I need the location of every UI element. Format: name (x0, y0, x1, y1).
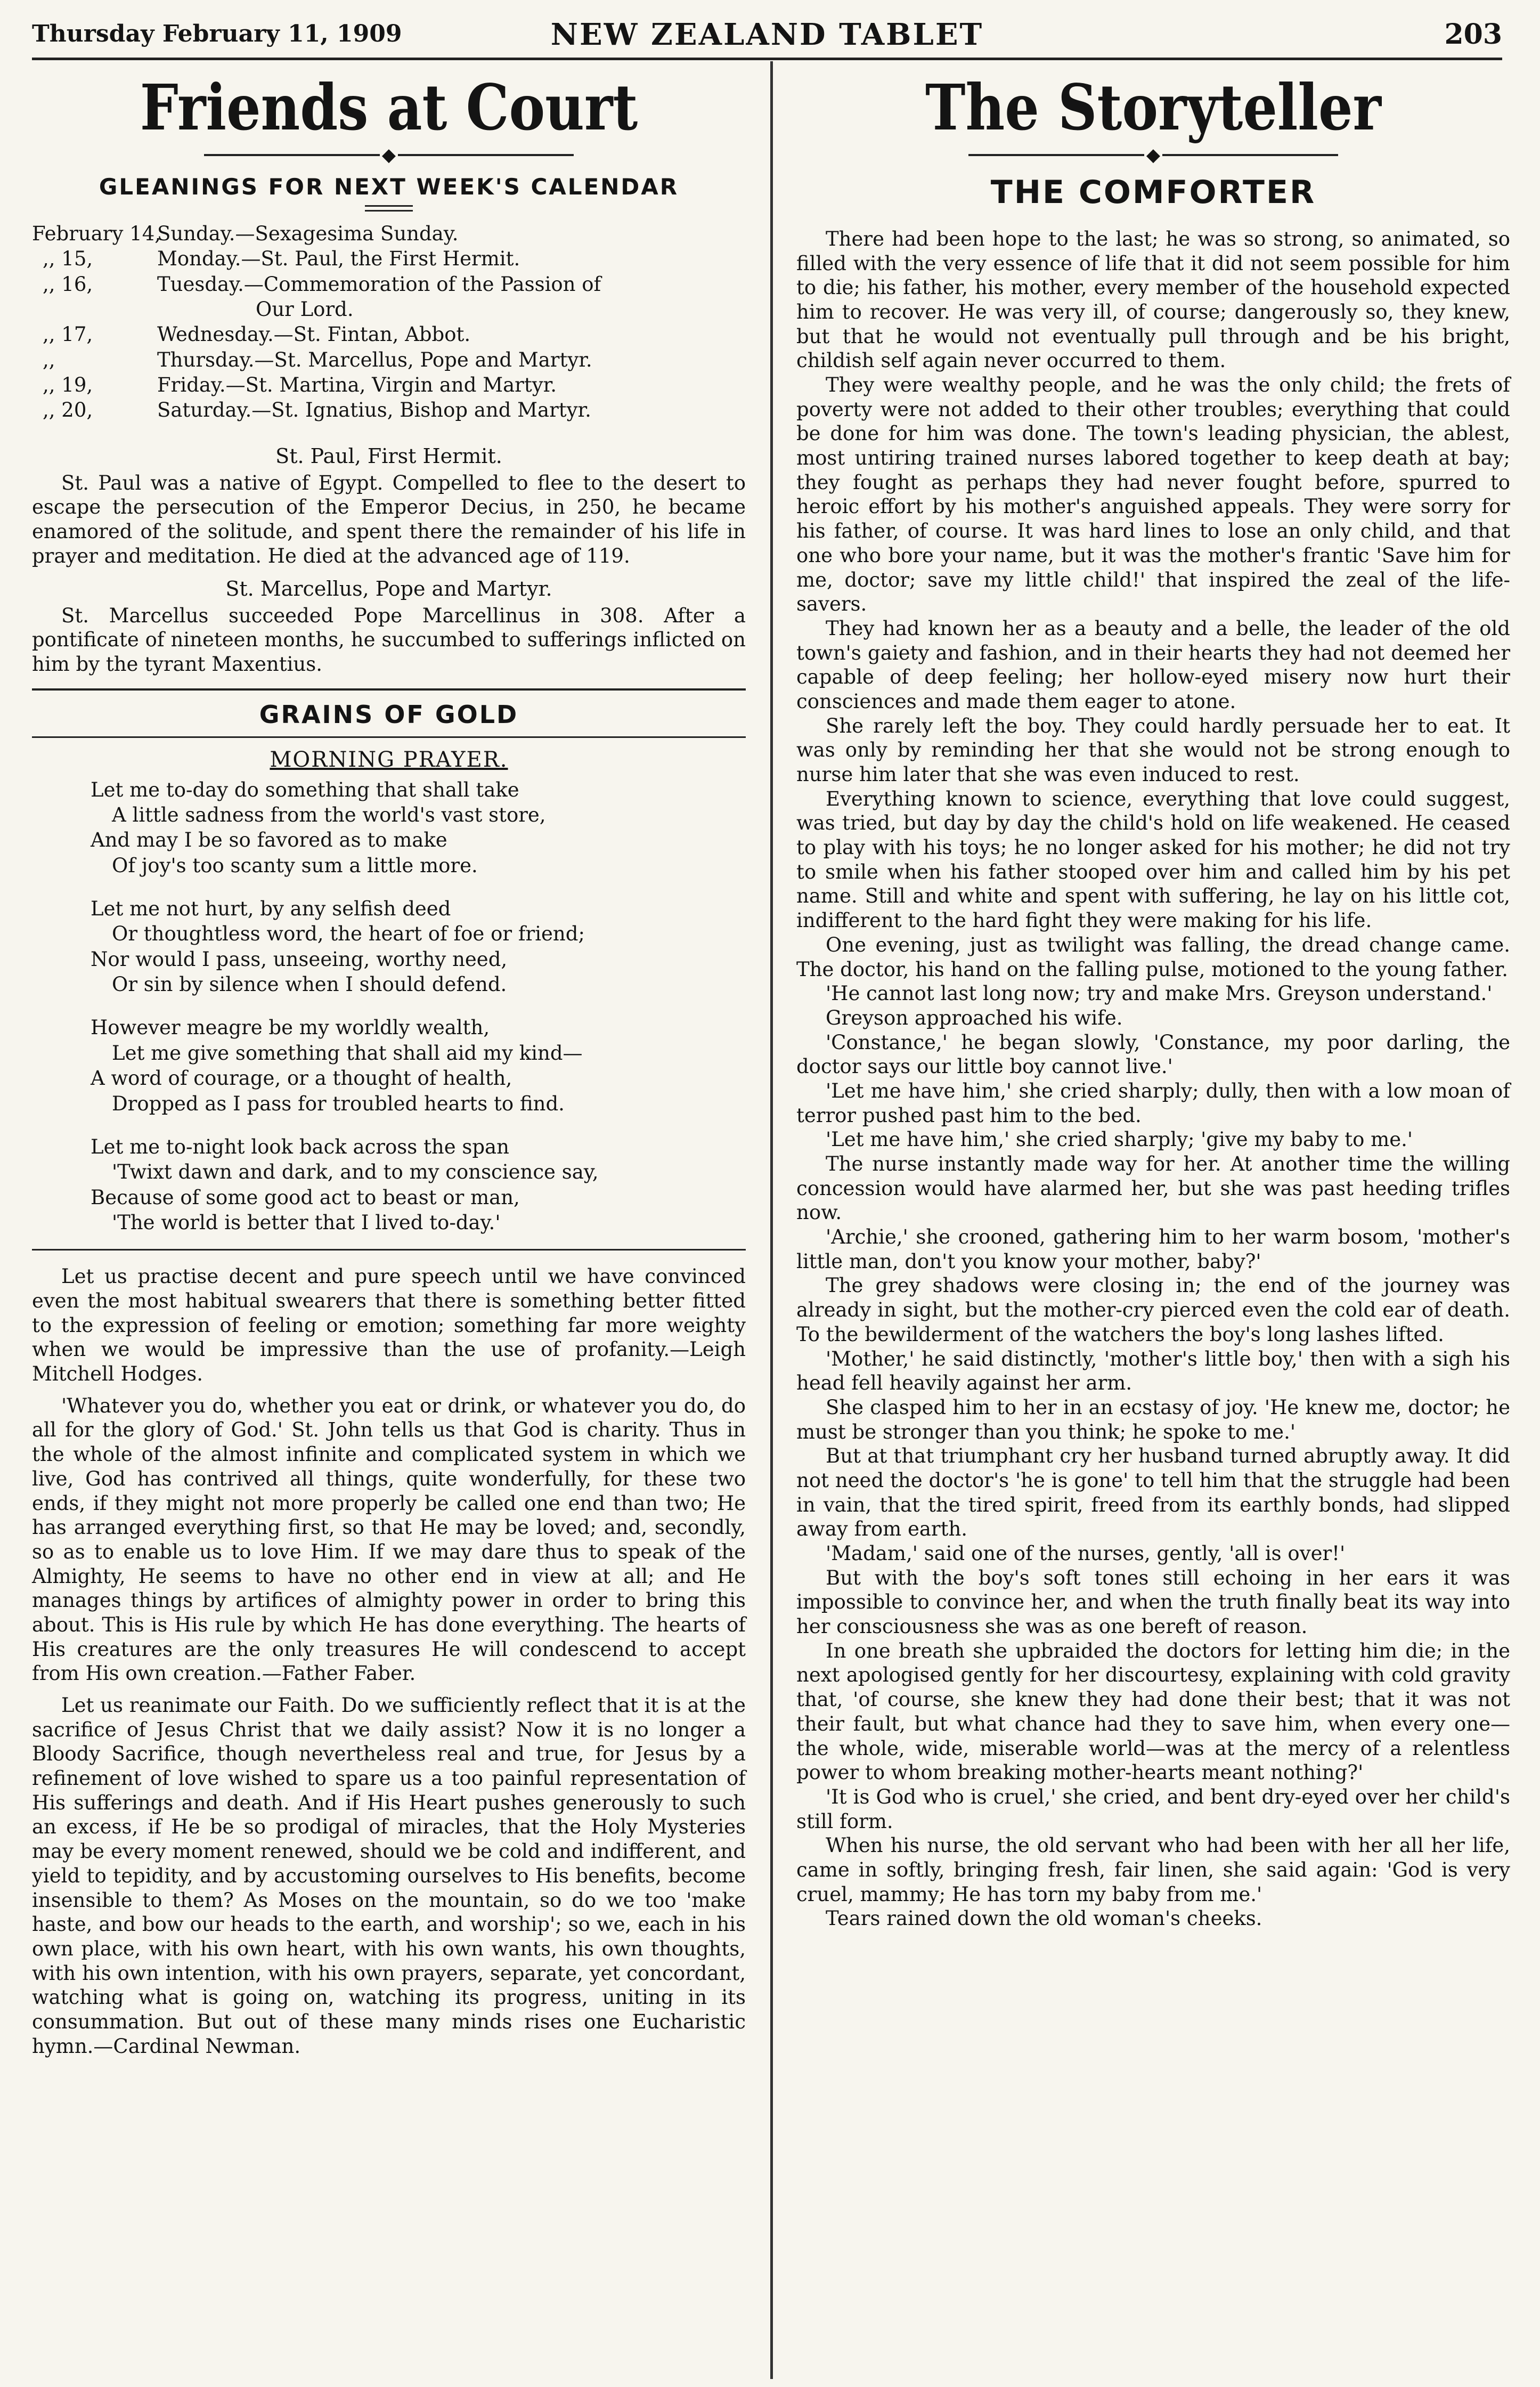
poem-stanza: Let me to-day do something that shall take A little sadness from the world's vast store, And may I be so favored as to make Of joy's too scanty sum a little more. (91, 778, 546, 877)
heading-rule (365, 205, 413, 212)
story-paragraph: She rarely left the boy. They could hardly persuade her to eat. It was only by reminding her that she would not be strong enough to nurse him later that she was even induced to rest. (796, 714, 1510, 786)
calendar-row: ,, 15, Monday.—St. Paul, the First Hermit. (43, 247, 520, 271)
story-paragraph: 'It is God who is cruel,' she cried, and bent dry-eyed over her child's still form. (796, 1785, 1510, 1833)
story-paragraph: They had known her as a beauty and a belle, the leader of the old town's gaiety and fashion, and in their hearts they had not deemed her capable of deep feeling; her hollow-eyed misery now hurt their consciences and made them eager to atone. (796, 616, 1510, 713)
story-paragraph: When his nurse, the old servant who had been with her all her life, came in softly, bringing fresh, fair linen, she said again: 'God is very cruel, mammy; He has torn my baby from me.' (796, 1834, 1510, 1906)
story-paragraph: Everything known to science, everything that love could suggest, was tried, but day by day the child's hold on life weakened. He ceased to play with his toys; he no longer asked for his mother; he did not try to smile when his father stooped over him and called him by his pet name. Still and white and spent with suffering, he lay on his little cot, indifferent to the hard fight they were making for his life. (796, 787, 1510, 932)
column-divider (770, 61, 773, 2379)
saint-paragraph-marcellus: St. Marcellus succeeded Pope Marcellinus in 308. After a pontificate of nineteen months, he succumbed to sufferings inflicted on him by the tyrant Maxentius. (32, 604, 746, 676)
story-paragraph: 'Mother,' he said distinctly, 'mother's little boy,' then with a sigh his head fell heavily against her arm. (796, 1347, 1510, 1395)
grains-heading: GRAINS OF GOLD (259, 700, 519, 729)
poem-stanza: Let me to-night look back across the span 'Twixt dawn and dark, and to my conscience say, Because of some good act to beast or man, 'The world is better that I lived to-day.' (91, 1135, 599, 1234)
story-title: THE COMFORTER (990, 173, 1316, 211)
poem (32, 777, 746, 1236)
poem-stanza: Let me not hurt, by any selfish deed Or thoughtless word, the heart of foe or friend; Nor would I pass, unseeing, worthy need, Or sin by silence when I should defend. (91, 897, 585, 996)
story-paragraph: Greyson approached his wife. (826, 1006, 1123, 1029)
story-paragraph: 'Archie,' she crooned, gathering him to her warm bosom, 'mother's little man, don't you know your mother, baby?' (796, 1225, 1510, 1273)
section-separator (32, 688, 746, 691)
story-paragraph: There had been hope to the last; he was so strong, so animated, so filled with the very essence of life that it did not seem possible for him to die; his father, his mother, every member of the household expected him to recover. He was very ill, of course; dangerously so, they knew, but that he would not eventually pull through and be his bright, childish self again never occurred to them. (796, 227, 1510, 372)
saint-paragraph-paul: St. Paul was a native of Egypt. Compelled to flee to the desert to escape the persecution of the Emperor Decius, in 250, he became enamored of the solitude, and spent there the remainder of his life in prayer and meditation. He died at the advanced age of 119. (32, 471, 746, 567)
story-paragraph: They were wealthy people, and he was the only child; the frets of poverty were not added to their other troubles; everything that could be done for him was done. The town's leading physician, the ablest, most untiring trained nurses labored together to keep death at bay; they fought as perhaps they had never fought before, spurred to heroic effort by his mother's anguished appeals. They were sorry for his father, of course. It was hard lines to lose an only child, and that one who bore your name, but it was the mother's frantic 'Save him for me, doctor; save my little child!' that inspired the zeal of the life-savers. (796, 374, 1510, 616)
section-separator (32, 1249, 746, 1251)
calendar-row: ,, Thursday.—St. Marcellus, Pope and Martyr. (43, 348, 592, 371)
calendar-row: ,, 16, Tuesday.—Commemoration of the Passion of (43, 272, 601, 296)
calendar-row: ,, 20, Saturday.—St. Ignatius, Bishop and Martyr. (43, 399, 591, 422)
story-paragraph: She clasped him to her in an ecstasy of joy. 'He knew me, doctor; he must be stronger than you think; he spoke to me.' (796, 1395, 1510, 1443)
quote-paragraph-newman: Let us reanimate our Faith. Do we sufficiently reflect that it is at the sacrifice of Jesus Christ that we daily assist? Now it is no longer a Bloody Sacrifice, though nevertheless real and true, for Jesus by a refinement of love wished to spare us a too painful representation of His sufferings and death. And if His Heart pushes generously to such an excess, if He be so prodigal of miracles, that the Holy Mysteries may be every moment renewed, should we be cold and indifferent, and yield to tepidity, and by accustoming ourselves to His benefits, become insensible to them? As Moses on the mountain, so do we too 'make haste, and bow our heads to the earth, and worship'; so we, each in his own place, with his own heart, with his own wants, his own thoughts, with his own intention, with his own prayers, separate, yet concordant, watching what is going on, watching its progress, uniting in its consummation. But out of these many minds rises one Eucharistic hymn.—Cardinal Newman. (32, 1694, 746, 2058)
story-paragraph: The grey shadows were closing in; the end of the journey was already in sight, but the mother-cry pierced even the cold ear of death. To the bewilderment of the watchers the boy's long lashes lifted. (796, 1274, 1510, 1346)
calendar-row: ,, 17, Wednesday.—St. Fintan, Abbot. (43, 323, 471, 346)
section-separator (32, 736, 746, 738)
story-paragraph: But at that triumphant cry her husband turned abruptly away. It did not need the doctor's 'he is gone' to tell him that the struggle had been in vain, that the tired spirit, freed from its earthly bonds, had slipped away from earth. (796, 1444, 1510, 1541)
page-header (32, 10, 1502, 60)
title-ornament: ◆ (32, 146, 746, 164)
story-paragraph: 'Let me have him,' she cried sharply; dully, then with a low moan of terror pushed past him to the bed. (796, 1079, 1510, 1127)
right-column (796, 70, 1510, 1931)
issue-date: Thursday February 11, 1909 (32, 20, 402, 47)
story-paragraph: But with the boy's soft tones still echoing in her ears it was impossible to convince her, and when the truth finally beat its way into her consciousness she was as one bereft of reason. (796, 1566, 1510, 1638)
newspaper-title: NEW ZEALAND TABLET (550, 17, 984, 52)
left-column (32, 70, 746, 2058)
story-paragraph: 'Constance,' he began slowly, 'Constance, my poor darling, the doctor says our little boy cannot live.' (796, 1030, 1510, 1078)
quote-paragraph-faber: 'Whatever you do, whether you eat or drink, or whatever you do, do all for the glory of God.' St. John tells us that God is charity. Thus in the whole of the almost infinite and complicated system in which we live, God has contrived all things, quite wonderfully, for these two ends, if they might not more properly be called one end than two; He has arranged everything first, so that He may be loved; and, secondly, so as to enable us to love Him. If we may dare thus to speak of the Almighty, He seems to have no other end in view at all; and He manages things by artifices of almighty power in order to bring this about. This is His rule by which He has done everything. The hearts of His creatures are the only treasures He will condescend to accept from His own creation.—Father Faber. (32, 1394, 746, 1685)
quote-paragraph-hodges: Let us practise decent and pure speech until we have convinced even the most habitual swearers that there is something better fitted to the expression of feeling or emotion; something far more weighty when we would be impressive than the use of profanity.—Leigh Mitchell Hodges. (32, 1265, 746, 1386)
calendar-row: February 14, Sunday.—Sexagesima Sunday. (32, 222, 459, 245)
title-ornament: ◆ (796, 146, 1510, 164)
poem-stanza: However meagre be my worldly wealth, Let me give something that shall aid my kind— A word of courage, or a thought of health, Dropped as I pass for troubled hearts to find. (91, 1016, 583, 1115)
story-paragraph: The nurse instantly made way for her. At another time the willing concession would have alarmed her, but she was past heeding trifles now. (796, 1152, 1510, 1224)
calendar-heading: GLEANINGS FOR NEXT WEEK'S CALENDAR (99, 173, 679, 200)
page-number: 203 (1444, 18, 1502, 51)
story-paragraph: In one breath she upbraided the doctors for letting him die; in the next apologised gently for her discourtesy, explaining with cold gravity that, 'of course, she knew they had done their best; that it was not their fault, but what chance had they to save him, when every one—the whole, wide, miserable world—was at the mercy of a relentless power to whom breaking mother-hearts meant nothing?' (796, 1639, 1510, 1784)
story-paragraph: 'Madam,' said one of the nurses, gently, 'all is over!' (826, 1542, 1346, 1565)
story-paragraph: 'He cannot last long now; try and make Mrs. Greyson understand.' (826, 982, 1493, 1005)
story-paragraph: One evening, just as twilight was falling, the dread change came. The doctor, his hand on the falling pulse, motioned to the young father. (796, 933, 1510, 981)
saint-heading-marcellus: St. Marcellus, Pope and Martyr. (225, 577, 552, 600)
story-paragraph: 'Let me have him,' she cried sharply; 'give my baby to me.' (826, 1128, 1413, 1151)
poem-title: MORNING PRAYER. (270, 747, 508, 772)
calendar-row: Our Lord. (256, 297, 354, 321)
section-title-storyteller: The Storyteller (925, 70, 1382, 144)
story-paragraph: Tears rained down the old woman's cheeks. (826, 1907, 1262, 1930)
calendar-list (32, 221, 746, 423)
section-title-friends-at-court: Friends at Court (140, 70, 638, 144)
calendar-row: ,, 19, Friday.—St. Martina, Virgin and Martyr. (43, 374, 557, 397)
saint-heading-paul: St. Paul, First Hermit. (275, 444, 502, 468)
